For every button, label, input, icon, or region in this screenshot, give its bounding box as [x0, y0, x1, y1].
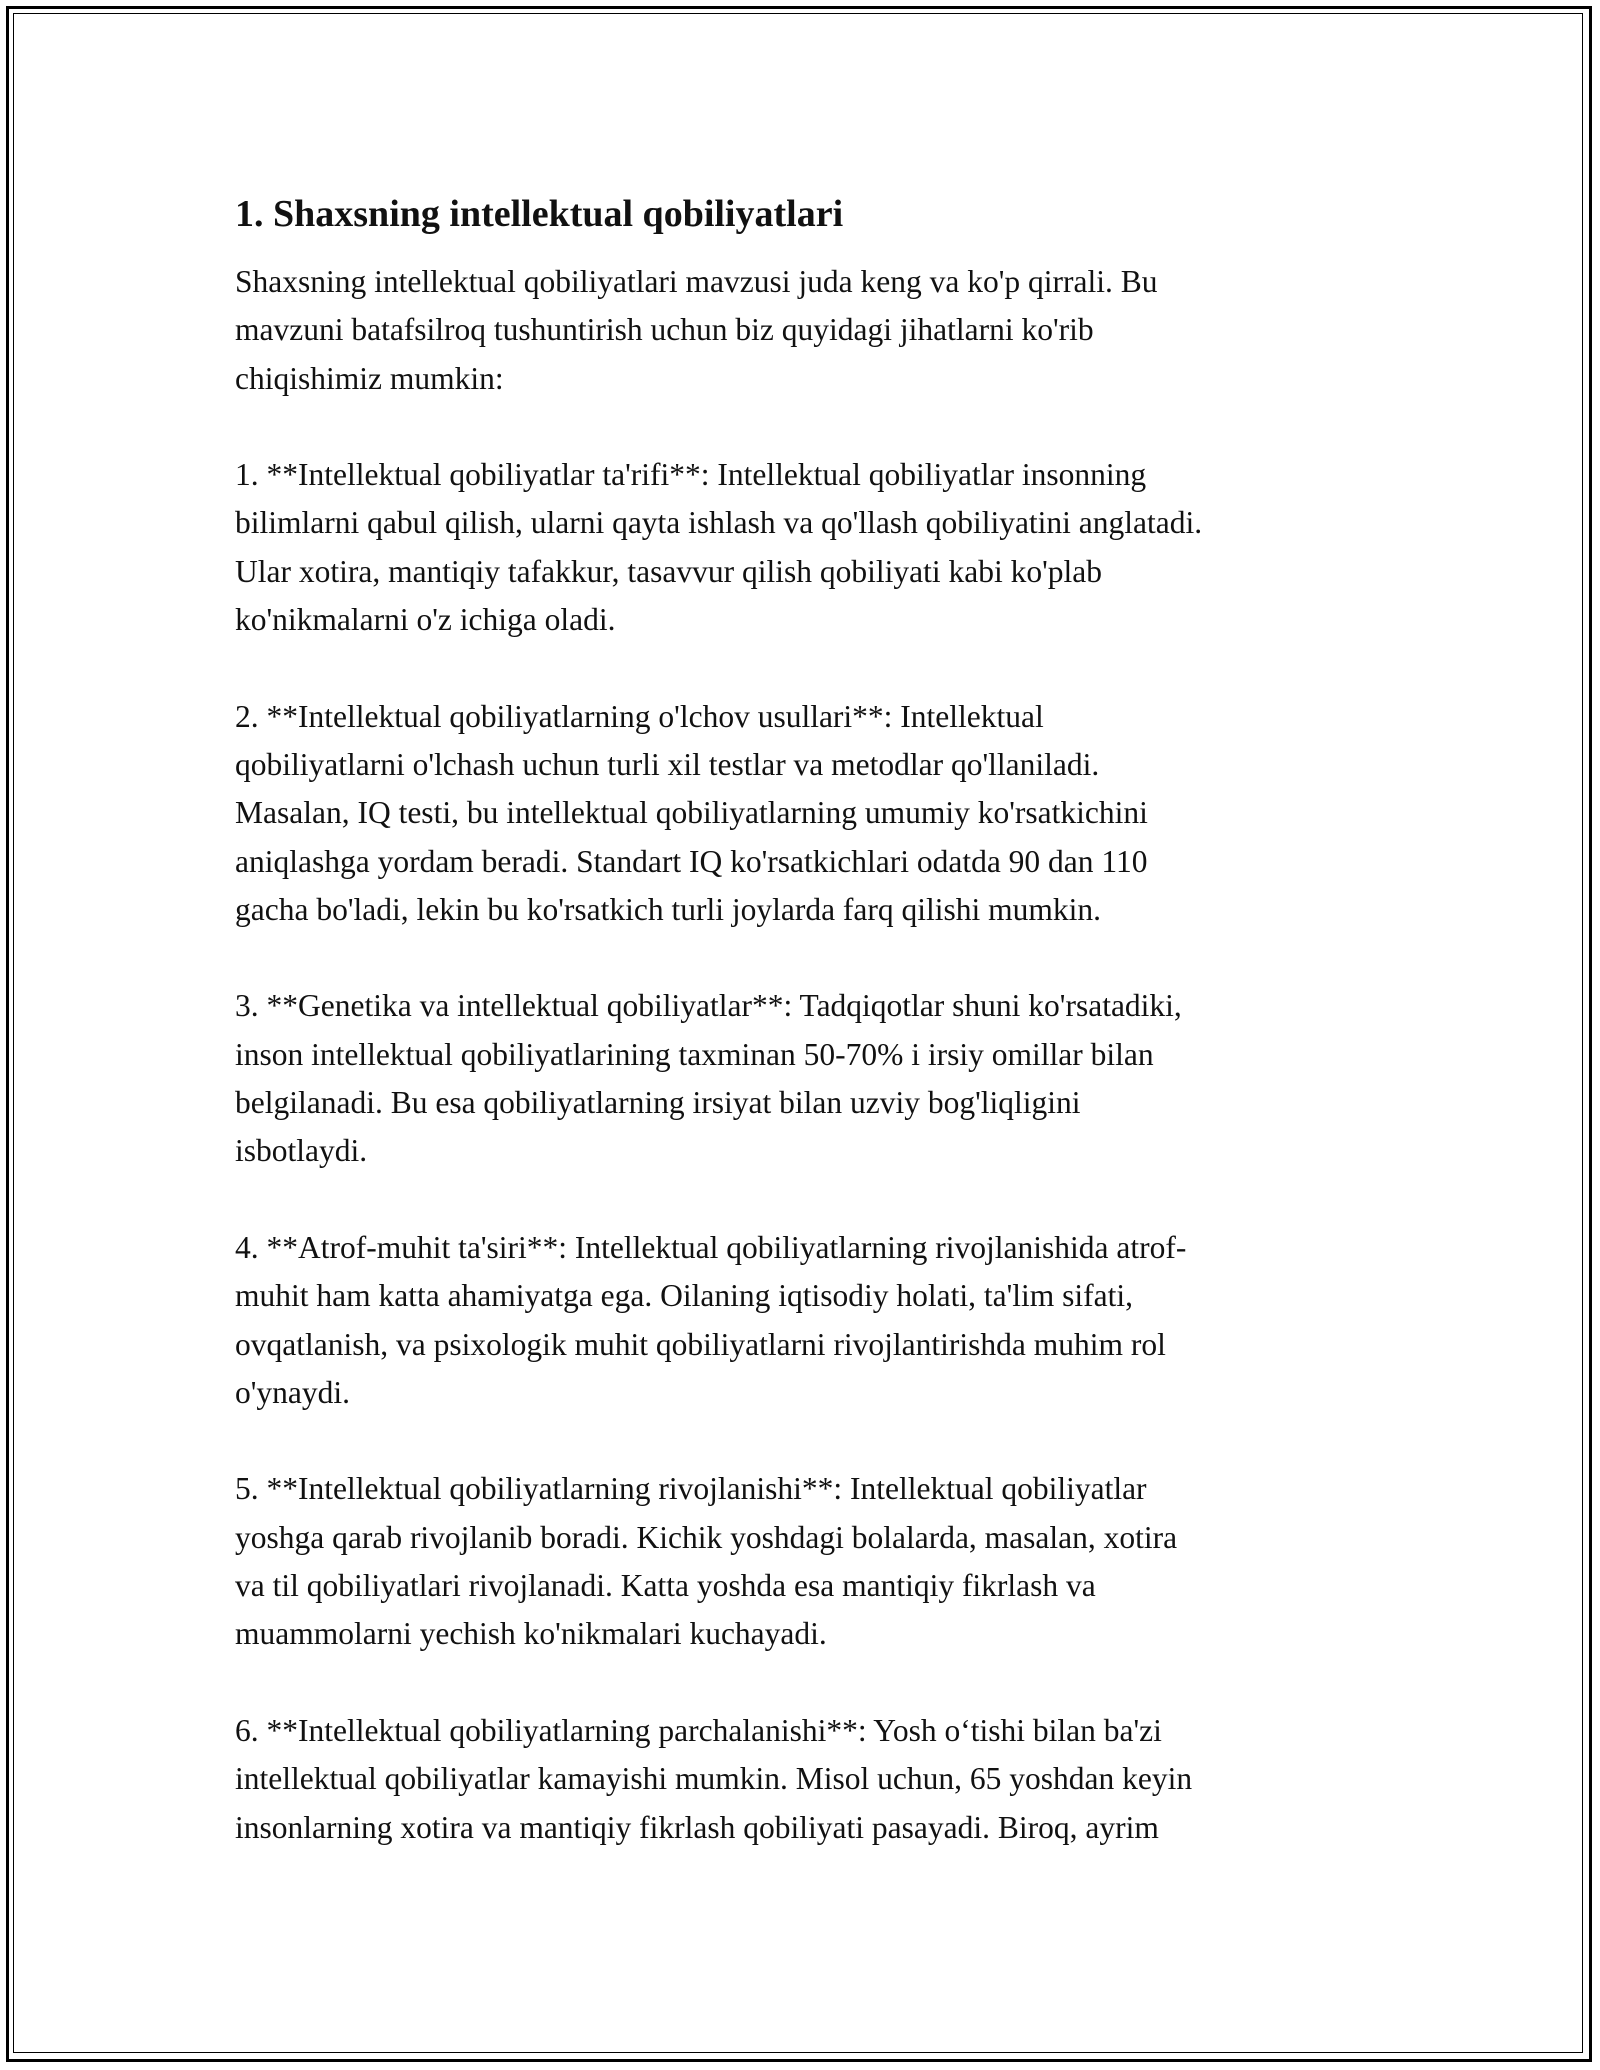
- paragraph-decline: 6. **Intellektual qobiliyatlarning parchalanishi**: Yosh o‘tishi bilan ba'zi intellektual qobiliyatlar kamayishi mumkin. Misol uchun, 65 yoshdan keyin insonlarning xotira va mantiqiy fikrlash qobiliyati pasayadi. Biroq, ayrim: [235, 1712, 1193, 1845]
- paragraph-definition: 1. **Intellektual qobiliyatlar ta'rifi**: Intellektual qobiliyatlar insonning bilimlarni qabul qilish, ularni qayta ishlash va qo'llash qobiliyatini anglatadi. Ular xotira, mantiqiy tafakkur, tasavvur qilish qobiliyati kabi ko'plab ko'nikmalarni o'z ichiga oladi.: [235, 457, 1203, 638]
- paragraph-development: 5. **Intellektual qobiliyatlarning rivojlanishi**: Intellektual qobiliyatlar yoshga qarab rivojlanib boradi. Kichik yoshdagi bolalarda, masalan, xotira va til qobiliyatlari rivojlanadi. Katta yoshda esa mantiqiy fikrlash va muammolarni yechish ko'nikmalari kuchayadi.: [235, 1471, 1178, 1652]
- paragraph-environment: 4. **Atrof-muhit ta'siri**: Intellektual qobiliyatlarning rivojlanishida atrof- muhit ham katta ahamiyatga ega. Oilaning iqtisodiy holati, ta'lim sifati, ovqatlanish, va psixologik muhit qobiliyatlarni rivojlantirishda muhim rol o'ynaydi.: [235, 1229, 1187, 1410]
- page-title: 1. Shaxsning intellektual qobiliyatlari: [235, 193, 844, 235]
- paragraph-measurement: 2. **Intellektual qobiliyatlarning o'lchov usullari**: Intellektual qobiliyatlarni o'lchash uchun turli xil testlar va metodlar qo'llaniladi. Masalan, IQ testi, bu intellektual qobiliyatlarning umumiy ko'rsatkichini aniqlashga yordam beradi. Standart IQ ko'rsatkichlari odatda 90 dan 110 gacha bo'ladi, lekin bu ko'rsatkich turli joylarda farq qilishi mumkin.: [235, 698, 1148, 927]
- document-body: [235, 188, 1375, 1900]
- intro-paragraph: Shaxsning intellektual qobiliyatlari mavzusi juda keng va ko'p qirrali. Bu mavzuni batafsilroq tushuntirish uchun biz quyidagi jihatlarni ko'rib chiqishimiz mumkin:: [235, 264, 1158, 396]
- paragraph-genetics: 3. **Genetika va intellektual qobiliyatlar**: Tadqiqotlar shuni ko'rsatadiki, inson intellektual qobiliyatlarining taxminan 50-70% i irsiy omillar bilan belgilanadi. Bu esa qobiliyatlarning irsiyat bilan uzviy bog'liqligini isbotlaydi.: [235, 988, 1182, 1169]
